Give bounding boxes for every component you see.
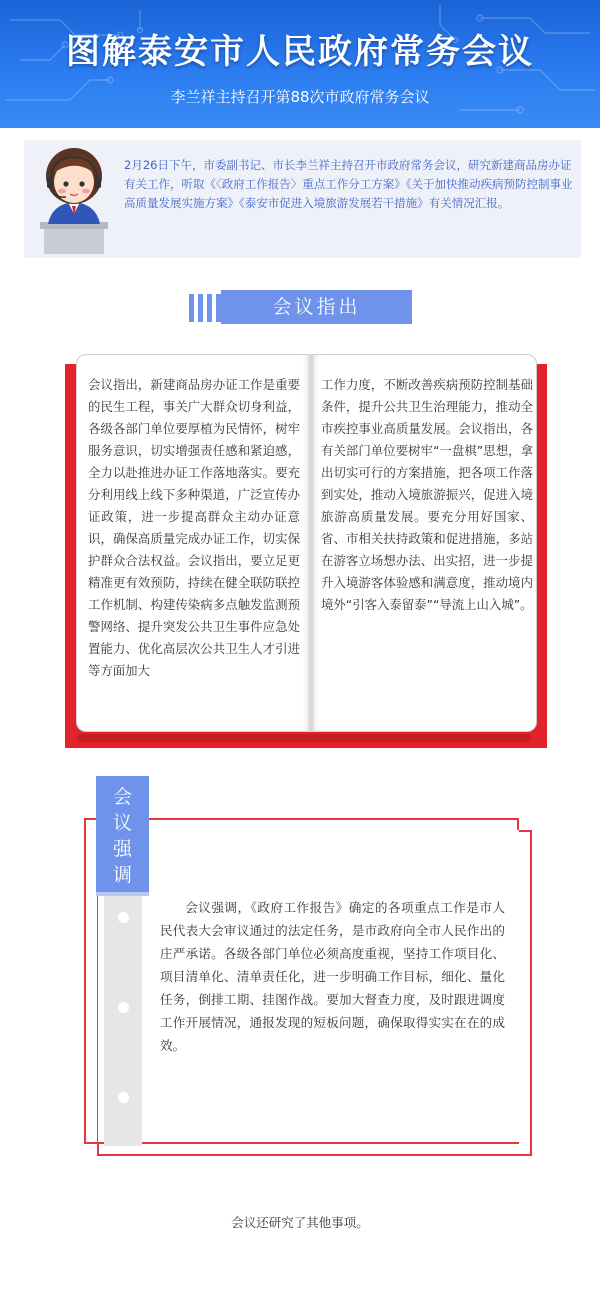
- intro-panel: [24, 140, 581, 258]
- heading-char: 调: [112, 864, 132, 886]
- emphasis-side-strip: [104, 896, 142, 1146]
- book-shadow: [78, 734, 530, 742]
- heading-char: 强: [112, 838, 132, 860]
- header-banner: [0, 0, 600, 128]
- intro-text: 2月26日下午，市委副书记、市长李兰祥主持召开市政府常务会议，研究新建商品房办证有关工作，听取《〈政府工作报告〉重点工作分工方案》《关于加快推动疾病预防控制事业高质量发展实施方案》《泰安市促进入境旅游发展若干措施》有关情况汇报。: [124, 158, 573, 210]
- presenter-avatar-icon: [30, 144, 118, 254]
- emphasis-text: 会议强调，《政府工作报告》确定的各项重点工作是市人民代表大会审议通过的法定任务，是市政府向全市人民作出的庄严承诺。各级各部门单位必须高度重视，坚持工作项目化、项目清单化、清单责任化，进一步明确工作目标，细化、量化任务，倒排工期、挂图作战。要加大督查力度，及时跟进调度工作开展情况，通报发现的短板问题，确保取得实实在在的成效。: [160, 900, 505, 1053]
- book-text-left: 会议指出，新建商品房办证工作是重要的民生工程，事关广大群众切身利益，各级各部门单位要厚植为民情怀，树牢服务意识，切实增强责任感和紧迫感，全力以赴推进办证工作落地落实。要充分利用线上线下多种渠道，广泛宣传办证政策，进一步提高群众主动办证意识，确保高质量完成办证工作，切实保护群众合法权益。会议指出，要立足更精准更有效预防，持续在健全联防联控工作机制、构建传染病多点触发监测预警网络、提升突发公共卫生事件应急处置能力、优化高层次公共卫生人才引进等方面加大: [88, 377, 300, 678]
- section-heading-emphasized: [96, 776, 149, 896]
- book-text-right: 工作力度，不断改善疾病预防控制基础条件，提升公共卫生治理能力，推动全市疾控事业高质量发展。会议指出，各有关部门单位要树牢“一盘棋”思想，拿出切实可行的方案措施，把各项工作落到实处，推动入境旅游振兴，促进入境旅游高质量发展。要充分用好国家、省、市相关扶持政策和促进措施，多站在游客立场想办法、出实招，进一步提升入境游客体验感和满意度，推动境内境外“引客入泰留泰”“导流上山入城”。: [321, 377, 533, 612]
- heading-char: 会: [112, 786, 132, 808]
- page-title: 图解泰安市人民政府常务会议: [66, 32, 534, 72]
- heading-char: 议: [112, 812, 132, 834]
- stripe-decoration-icon: [187, 292, 221, 324]
- section-heading-pointed-out: 会议指出: [221, 290, 412, 324]
- book-spine: [309, 354, 313, 732]
- strip-dot: [118, 912, 129, 923]
- page-subtitle: 李兰祥主持召开第88次市政府常务会议: [170, 88, 430, 106]
- strip-dot: [118, 1002, 129, 1013]
- strip-dot: [118, 1092, 129, 1103]
- footer-note: 会议还研究了其他事项。: [231, 1215, 369, 1230]
